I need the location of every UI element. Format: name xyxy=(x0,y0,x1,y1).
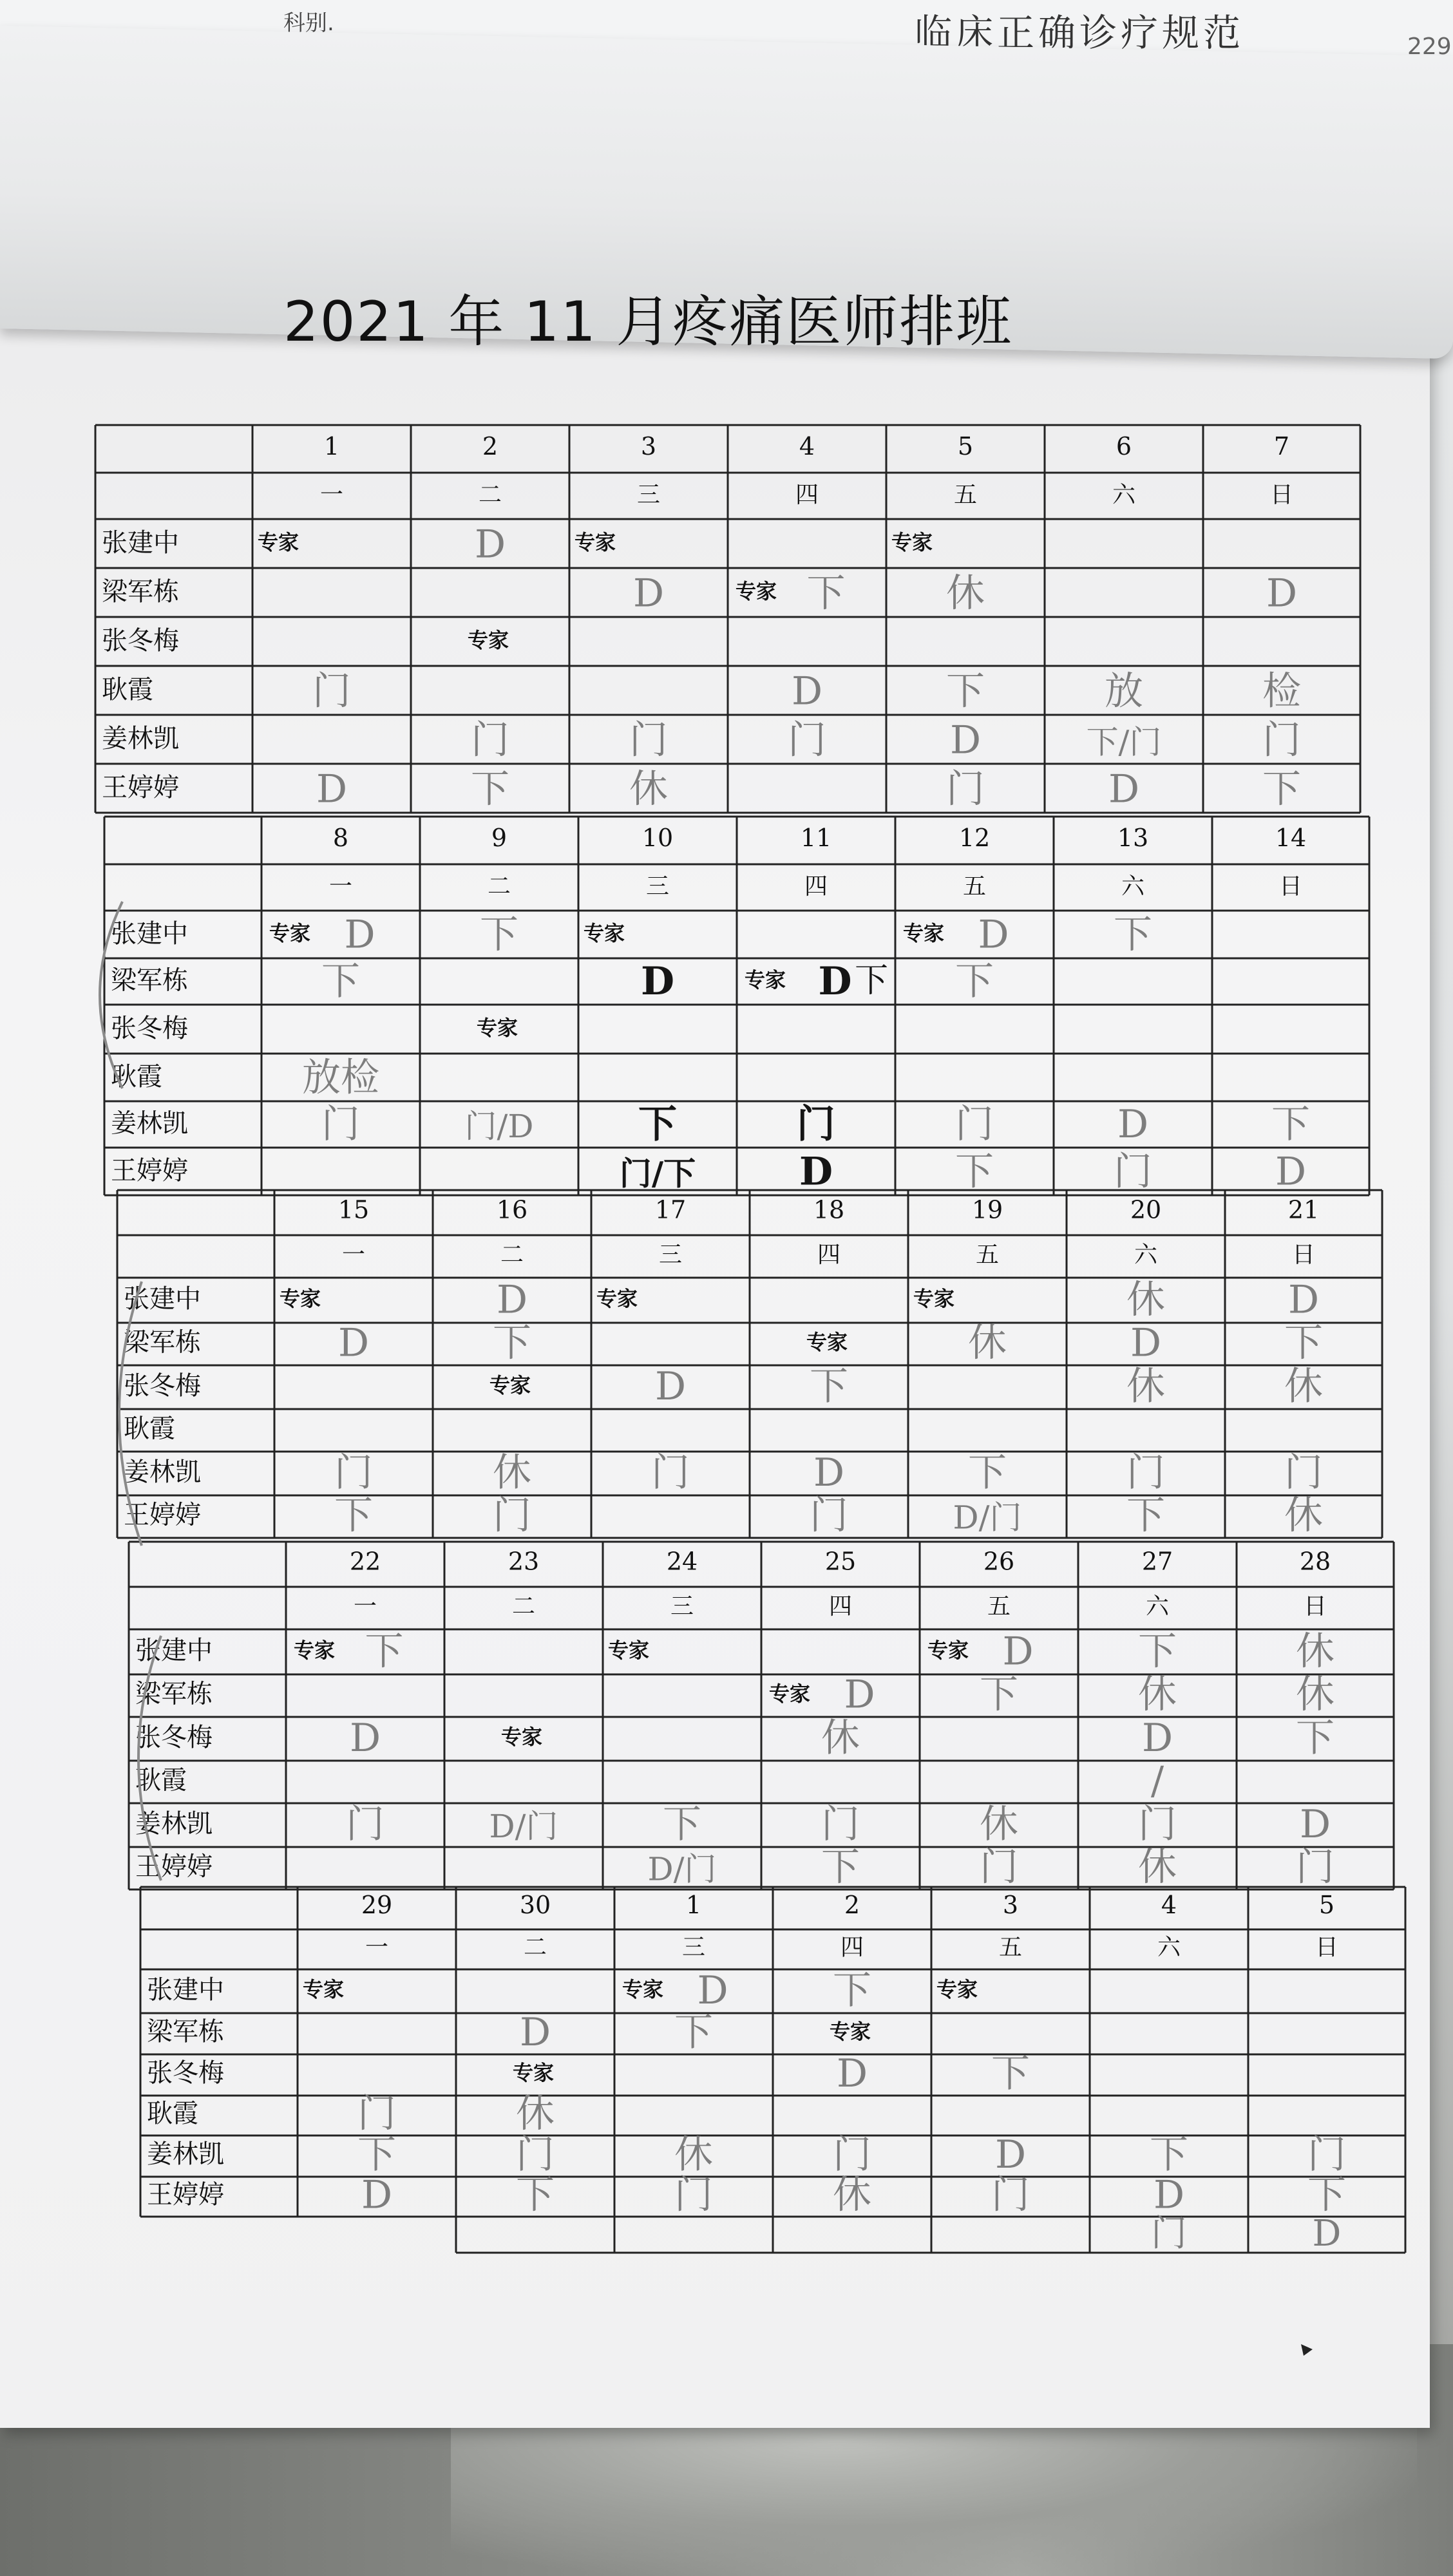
weekday-label: 日 xyxy=(1269,482,1294,509)
handwritten-shift-mark: D xyxy=(836,2050,868,2096)
handwritten-shift-mark: 下 xyxy=(471,766,509,812)
handwritten-shift-mark: 门 xyxy=(1307,2132,1346,2177)
weekday-label: 六 xyxy=(1134,1242,1158,1269)
handwritten-shift-mark: D xyxy=(818,959,852,1005)
weekday-label: 日 xyxy=(1303,1593,1327,1620)
date-label: 4 xyxy=(1161,1890,1177,1919)
weekday-label: 二 xyxy=(523,1934,547,1961)
handwritten-shift-mark: D xyxy=(640,959,675,1005)
date-label: 27 xyxy=(1141,1547,1173,1576)
prev-page-fragment: 科别. xyxy=(283,10,334,36)
expert-clinic-mark: 专家 xyxy=(303,1977,345,2002)
handwritten-shift-mark: 休 xyxy=(821,1716,860,1761)
expert-clinic-mark: 专家 xyxy=(830,2019,871,2044)
weekday-label: 三 xyxy=(670,1593,694,1620)
handwritten-shift-mark: D xyxy=(316,766,348,812)
doctor-name: 姜林凯 xyxy=(102,724,179,754)
expert-clinic-mark: 专家 xyxy=(806,1329,848,1354)
handwritten-shift-mark: 下 xyxy=(321,959,360,1005)
handwritten-shift-mark: 门 xyxy=(357,2091,396,2137)
handwritten-shift-mark: 下 xyxy=(334,1493,373,1539)
handwritten-shift-mark: D xyxy=(844,1672,875,1718)
date-label: 21 xyxy=(1287,1195,1320,1224)
handwritten-shift-mark: 门 xyxy=(1126,1450,1165,1496)
handwritten-shift-mark: 下 xyxy=(1271,1102,1310,1148)
expert-clinic-mark: 专家 xyxy=(501,1725,543,1750)
handwritten-shift-mark: D/门 xyxy=(647,1850,717,1888)
page-title: 2021 年 11 月疼痛医师排班 xyxy=(283,290,1013,354)
weekday-label: 日 xyxy=(1291,1242,1316,1269)
date-label: 7 xyxy=(1273,431,1290,460)
doctor-name: 张冬梅 xyxy=(102,626,179,656)
doctor-name: 王婷婷 xyxy=(124,1500,201,1530)
weekday-label: 六 xyxy=(1121,873,1145,900)
date-label: 13 xyxy=(1117,823,1149,852)
weekday-label: 二 xyxy=(511,1593,536,1620)
weekday-label: 五 xyxy=(987,1593,1011,1620)
handwritten-shift-mark: D xyxy=(1275,1149,1307,1195)
handwritten-shift-mark: 门 xyxy=(810,1493,848,1539)
handwritten-shift-mark: 下 xyxy=(955,1149,994,1195)
weekday-label: 六 xyxy=(1145,1593,1170,1620)
handwritten-shift-mark: 门 xyxy=(516,2132,555,2177)
handwritten-shift-mark: 下 xyxy=(821,1844,860,1890)
date-label: 22 xyxy=(349,1547,381,1576)
handwritten-shift-mark: D xyxy=(1266,571,1298,616)
handwritten-shift-mark: 门 xyxy=(334,1450,373,1496)
handwritten-shift-mark: D/门 xyxy=(953,1499,1022,1537)
date-label: 3 xyxy=(1002,1890,1019,1919)
handwritten-shift-mark: 门 xyxy=(980,1844,1018,1890)
handwritten-shift-mark: 门 xyxy=(629,717,668,763)
handwritten-shift-mark: D xyxy=(1130,1320,1162,1366)
weekday-label: 一 xyxy=(365,1934,389,1961)
handwritten-shift-mark: D xyxy=(791,668,823,714)
doctor-name: 梁军栋 xyxy=(147,2017,224,2047)
date-label: 24 xyxy=(666,1547,698,1576)
handwritten-shift-mark: 门 xyxy=(991,2172,1030,2218)
handwritten-shift-mark: D xyxy=(496,1277,528,1323)
weekday-label: 四 xyxy=(840,1934,864,1961)
handwritten-shift-mark: 休 xyxy=(946,571,985,616)
handwritten-shift-mark: 休 xyxy=(1284,1364,1323,1410)
expert-clinic-mark: 专家 xyxy=(575,530,616,555)
handwritten-shift-mark: 门/下 xyxy=(619,1154,696,1193)
doctor-name: 张建中 xyxy=(102,528,179,558)
date-label: 1 xyxy=(685,1890,702,1919)
handwritten-shift-mark: 下 xyxy=(1138,1629,1177,1674)
doctor-name: 耿霞 xyxy=(102,675,153,705)
handwritten-shift-mark: D xyxy=(994,2132,1027,2177)
handwritten-shift-mark: 门 xyxy=(1114,1149,1152,1195)
handwritten-shift-mark: 放 xyxy=(1105,668,1143,714)
doctor-name: 王婷婷 xyxy=(111,1155,188,1186)
doctor-name: 张冬梅 xyxy=(147,2058,224,2088)
handwritten-shift-mark: 门 xyxy=(1296,1844,1334,1890)
expert-clinic-mark: 专家 xyxy=(903,920,945,945)
expert-clinic-mark: 专家 xyxy=(936,1977,978,2002)
handwritten-shift-mark: 下 xyxy=(516,2172,555,2218)
handwritten-shift-mark: 门 xyxy=(1138,1802,1177,1848)
date-label: 6 xyxy=(1116,431,1132,460)
weekday-label: 五 xyxy=(998,1934,1023,1961)
handwritten-shift-mark: 休 xyxy=(1284,1493,1323,1539)
handwritten-shift-mark: D xyxy=(349,1716,381,1761)
date-label: 4 xyxy=(799,431,815,460)
handwritten-shift-mark: D xyxy=(519,2009,551,2055)
date-label: 5 xyxy=(1318,1890,1335,1919)
doctor-name: 张冬梅 xyxy=(124,1370,201,1401)
handwritten-shift-mark: 下 xyxy=(638,1102,677,1148)
handwritten-shift-mark: 门 xyxy=(651,1450,690,1496)
date-label: 11 xyxy=(800,823,832,852)
doctor-name: 梁军栋 xyxy=(135,1679,213,1709)
date-label: 29 xyxy=(361,1890,393,1919)
weekday-label: 五 xyxy=(975,1242,1000,1269)
handwritten-shift-mark: 下 xyxy=(365,1629,404,1674)
weekday-label: 一 xyxy=(319,482,344,509)
handwritten-shift-mark: D xyxy=(1108,766,1140,812)
handwritten-shift-mark: 下 xyxy=(1114,912,1152,958)
handwritten-shift-mark: 门 xyxy=(1262,717,1301,763)
date-label: 2 xyxy=(482,431,499,460)
weekday-label: 三 xyxy=(636,482,661,509)
date-label: 20 xyxy=(1130,1195,1162,1224)
doctor-name: 张冬梅 xyxy=(111,1014,188,1044)
doctor-name: 王婷婷 xyxy=(135,1852,213,1882)
date-label: 28 xyxy=(1299,1547,1331,1576)
expert-clinic-mark: 专家 xyxy=(294,1638,336,1663)
doctor-name: 张建中 xyxy=(135,1636,213,1666)
expert-clinic-mark: 专家 xyxy=(891,530,933,555)
expert-clinic-mark: 专家 xyxy=(280,1286,321,1311)
handwritten-shift-mark: 下 xyxy=(1126,1493,1165,1539)
handwritten-shift-mark: 下 xyxy=(357,2132,396,2177)
handwritten-shift-mark: 门 xyxy=(788,717,826,763)
handwritten-shift-mark: 门 xyxy=(346,1802,385,1848)
handwritten-shift-mark: 休 xyxy=(629,766,668,812)
handwritten-shift-mark: D xyxy=(632,571,665,616)
weekday-label: 四 xyxy=(817,1242,841,1269)
doctor-name: 耿霞 xyxy=(111,1061,162,1092)
handwritten-shift-mark: 休 xyxy=(1126,1364,1165,1410)
handwritten-shift-mark: 休 xyxy=(980,1802,1018,1848)
handwritten-shift-mark: 下 xyxy=(480,912,518,958)
weekday-label: 六 xyxy=(1112,482,1136,509)
expert-clinic-mark: 专家 xyxy=(258,530,299,555)
handwritten-shift-mark: 门/D xyxy=(464,1108,534,1146)
date-label: 19 xyxy=(971,1195,1003,1224)
handwritten-shift-mark: 休 xyxy=(1296,1629,1334,1674)
handwritten-shift-mark: D xyxy=(1312,2212,1342,2255)
date-label: 15 xyxy=(337,1195,370,1224)
handwritten-shift-mark: 门 xyxy=(674,2172,713,2218)
handwritten-shift-mark: 门 xyxy=(833,2132,871,2177)
doctor-name: 张建中 xyxy=(124,1284,201,1314)
date-label: 5 xyxy=(957,431,974,460)
weekday-label: 一 xyxy=(328,873,353,900)
doctor-name: 姜林凯 xyxy=(111,1108,188,1139)
doctor-name: 姜林凯 xyxy=(124,1457,201,1487)
doctor-name: 姜林凯 xyxy=(135,1808,213,1839)
doctor-name: 梁军栋 xyxy=(124,1327,201,1358)
handwritten-shift-mark: 下 xyxy=(1262,766,1301,812)
handwritten-shift-mark: 休 xyxy=(493,1450,531,1496)
date-label: 17 xyxy=(654,1195,687,1224)
handwritten-shift-mark: 下 xyxy=(955,959,994,1005)
date-label: 10 xyxy=(641,823,674,852)
handwritten-shift-mark: D xyxy=(697,1968,728,2014)
weekday-label: 五 xyxy=(962,873,987,900)
date-label: 2 xyxy=(844,1890,860,1919)
date-label: 1 xyxy=(323,431,340,460)
handwritten-shift-mark: 下 xyxy=(946,668,985,714)
handwritten-shift-mark: 下 xyxy=(833,1968,871,2014)
date-label: 3 xyxy=(640,431,657,460)
doctor-name: 耿霞 xyxy=(147,2098,198,2128)
expert-clinic-mark: 专家 xyxy=(913,1286,955,1311)
handwritten-shift-mark: 休 xyxy=(968,1320,1007,1366)
handwritten-shift-mark: 下 xyxy=(991,2050,1030,2096)
weekday-label: 四 xyxy=(795,482,819,509)
handwritten-shift-mark: 休 xyxy=(674,2132,713,2177)
handwritten-shift-mark: 休 xyxy=(1138,1844,1177,1890)
weekday-label: 三 xyxy=(645,873,670,900)
handwritten-shift-mark: 下 xyxy=(968,1450,1007,1496)
handwritten-shift-mark: D xyxy=(361,2172,393,2218)
expert-clinic-mark: 专家 xyxy=(477,1016,518,1041)
handwritten-shift-mark: 门 xyxy=(321,1102,360,1148)
handwritten-shift-mark: 休 xyxy=(1138,1672,1177,1718)
handwritten-shift-mark: D xyxy=(1287,1277,1320,1323)
expert-clinic-mark: 专家 xyxy=(927,1638,969,1663)
doctor-name: 耿霞 xyxy=(135,1765,187,1795)
weekday-label: 日 xyxy=(1315,1934,1339,1961)
handwritten-shift-mark: D xyxy=(1153,2172,1185,2218)
doctor-name: 张建中 xyxy=(111,918,188,949)
handwritten-shift-mark: 门 xyxy=(946,766,985,812)
handwritten-shift-mark: D xyxy=(813,1450,845,1496)
date-label: 30 xyxy=(519,1890,551,1919)
handwritten-shift-mark: 门 xyxy=(821,1802,860,1848)
weekday-label: 六 xyxy=(1157,1934,1181,1961)
weekday-label: 四 xyxy=(804,873,828,900)
schedule-sheet xyxy=(0,283,1430,2428)
weekday-label: 二 xyxy=(478,482,502,509)
expert-clinic-mark: 专家 xyxy=(608,1638,650,1663)
doctor-name: 王婷婷 xyxy=(147,2179,224,2210)
expert-clinic-mark: 专家 xyxy=(622,1977,664,2002)
prev-page-handwriting: 临床正确诊疗规范 xyxy=(915,11,1245,55)
weekday-label: 三 xyxy=(658,1242,683,1269)
handwritten-shift-mark: D xyxy=(1002,1629,1034,1674)
handwritten-shift-mark: 下 xyxy=(1307,2172,1346,2218)
date-label: 23 xyxy=(508,1547,540,1576)
handwritten-shift-mark: 下 xyxy=(1284,1320,1323,1366)
handwritten-shift-mark: 门 xyxy=(471,717,509,763)
handwritten-shift-mark: D xyxy=(344,912,375,958)
handwritten-shift-mark: 检 xyxy=(1262,668,1301,714)
date-label: 18 xyxy=(813,1195,845,1224)
expert-clinic-mark: 专家 xyxy=(489,1373,531,1398)
date-label: 16 xyxy=(496,1195,528,1224)
weekday-label: 五 xyxy=(953,482,978,509)
handwritten-shift-mark: 休 xyxy=(516,2091,555,2137)
doctor-name: 张冬梅 xyxy=(135,1722,213,1752)
handwritten-shift-mark: D xyxy=(474,522,506,567)
weekday-label: 二 xyxy=(487,873,511,900)
expert-clinic-mark: 专家 xyxy=(745,967,786,992)
doctor-name: 梁军栋 xyxy=(102,577,179,607)
handwritten-shift-mark: 下 xyxy=(855,961,889,1000)
handwritten-shift-mark: D xyxy=(654,1364,687,1410)
handwritten-shift-mark: 下 xyxy=(663,1802,701,1848)
handwritten-shift-mark: D xyxy=(1141,1716,1173,1761)
handwritten-shift-mark: 下 xyxy=(810,1364,848,1410)
doctor-name: 王婷婷 xyxy=(102,773,179,803)
handwritten-shift-mark: D xyxy=(949,717,982,763)
handwritten-shift-mark: D xyxy=(799,1149,833,1195)
handwritten-shift-mark: D/门 xyxy=(489,1808,558,1846)
handwritten-shift-mark: D xyxy=(1117,1102,1149,1148)
date-label: 12 xyxy=(958,823,991,852)
doctor-name: 耿霞 xyxy=(124,1414,175,1444)
weekday-label: 日 xyxy=(1278,873,1303,900)
date-label: 8 xyxy=(332,823,349,852)
weekday-label: 三 xyxy=(681,1934,706,1961)
handwritten-shift-mark: D xyxy=(337,1320,370,1366)
expert-clinic-mark: 专家 xyxy=(769,1681,811,1706)
expert-clinic-mark: 专家 xyxy=(596,1286,638,1311)
weekday-label: 二 xyxy=(500,1242,524,1269)
weekday-label: 一 xyxy=(353,1593,377,1620)
handwritten-shift-mark: 门 xyxy=(955,1102,994,1148)
doctor-name: 张建中 xyxy=(147,1975,224,2005)
expert-clinic-mark: 专家 xyxy=(584,920,625,945)
handwritten-shift-mark: D xyxy=(978,912,1009,958)
weekday-label: 四 xyxy=(828,1593,853,1620)
handwritten-shift-mark: 放检 xyxy=(302,1055,379,1101)
handwritten-shift-mark: 门 xyxy=(1284,1450,1323,1496)
handwritten-shift-mark: 下 xyxy=(980,1672,1018,1718)
handwritten-shift-mark: 下 xyxy=(1150,2132,1188,2177)
handwritten-shift-mark: 门 xyxy=(1151,2212,1187,2255)
handwritten-shift-mark: 下 xyxy=(806,571,846,616)
doctor-name: 梁军栋 xyxy=(111,965,188,996)
handwritten-shift-mark: 门 xyxy=(493,1493,531,1539)
expert-clinic-mark: 专家 xyxy=(513,2060,555,2085)
handwritten-shift-mark: 门 xyxy=(797,1102,835,1148)
handwritten-shift-mark: 下 xyxy=(1296,1716,1334,1761)
handwritten-shift-mark: 下 xyxy=(674,2009,713,2055)
expert-clinic-mark: 专家 xyxy=(468,628,509,653)
handwritten-shift-mark: 下 xyxy=(493,1320,531,1366)
handwritten-shift-mark: 下/门 xyxy=(1086,723,1162,761)
weekday-label: 一 xyxy=(341,1242,366,1269)
expert-clinic-mark: 专家 xyxy=(269,920,311,945)
expert-clinic-mark: 专家 xyxy=(736,579,777,604)
handwritten-shift-mark: 休 xyxy=(833,2172,871,2218)
date-label: 14 xyxy=(1275,823,1307,852)
handwritten-shift-mark: 休 xyxy=(1296,1672,1334,1718)
handwritten-shift-mark: 门 xyxy=(312,668,351,714)
page-number: 229 xyxy=(1407,33,1452,60)
date-label: 9 xyxy=(491,823,508,852)
date-label: 25 xyxy=(824,1547,857,1576)
handwritten-shift-mark: / xyxy=(1150,1758,1164,1804)
doctor-name: 姜林凯 xyxy=(147,2139,224,2170)
date-label: 26 xyxy=(983,1547,1015,1576)
handwritten-shift-mark: D xyxy=(1299,1802,1331,1848)
handwritten-shift-mark: 休 xyxy=(1126,1277,1165,1323)
